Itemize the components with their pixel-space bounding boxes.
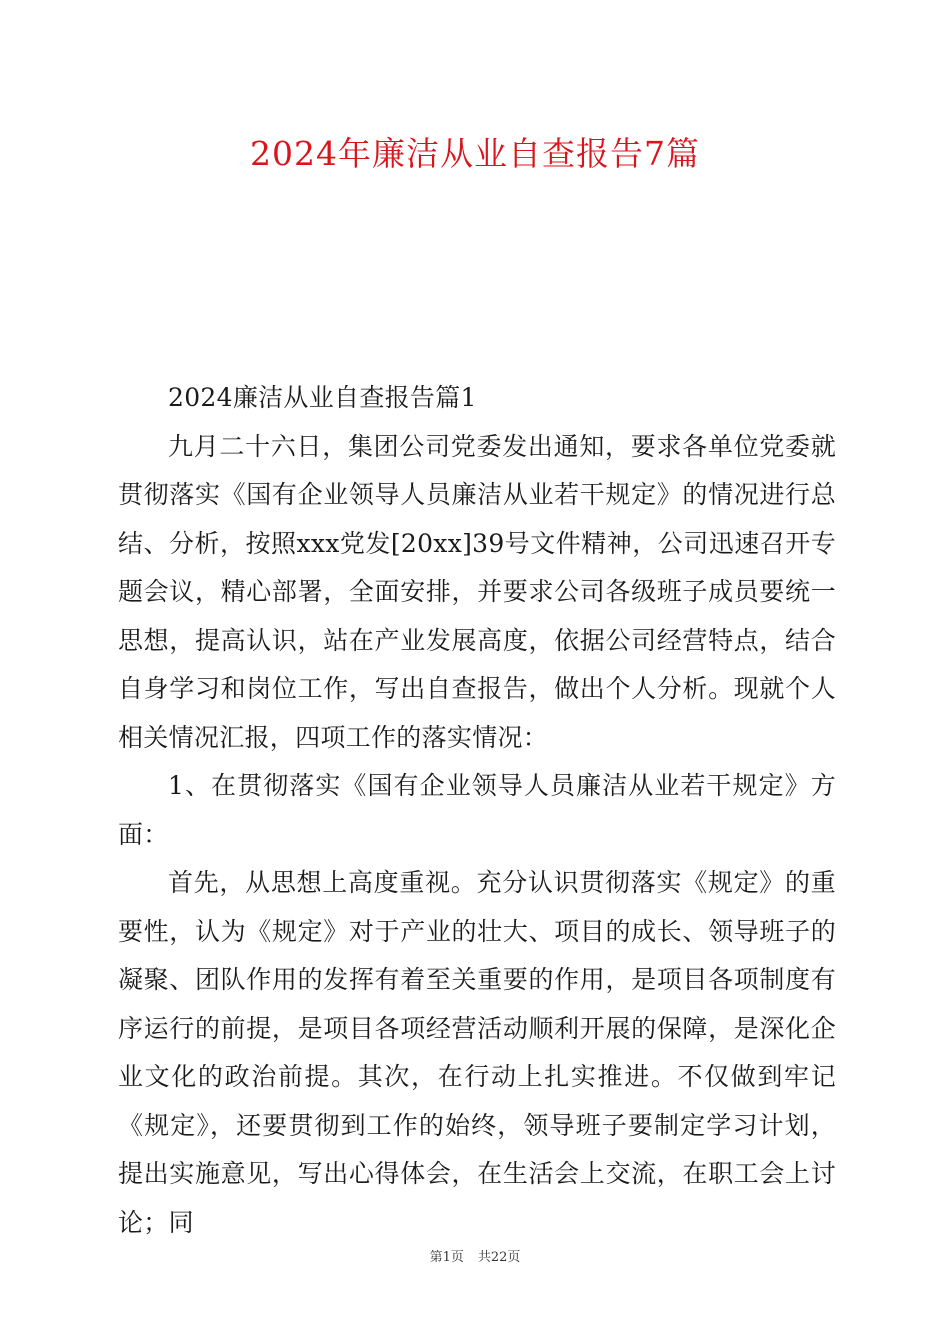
page-number: 第1页 (429, 1250, 464, 1265)
document-title: 2024年廉洁从业自查报告7篇 (250, 134, 700, 173)
body-paragraph: 1、在贯彻落实《国有企业领导人员廉洁从业若干规定》方面： (118, 771, 836, 849)
document-body (118, 374, 836, 1247)
body-paragraph: 九月二十六日，集团公司党委发出通知，要求各单位党委就贯彻落实《国有企业领导人员廉洁从业若干规定》的情况进行总结、分析，按照xxx党发[20xx]39号文件精神，公司迅速召开专题会议，精心部署，全面安排，并要求公司各级班子成员要统一思想，提高认识，站在产业发展高度，依据公司经营特点，结合自身学习和岗位工作，写出自查报告，做出个人分析。现就个人相关情况汇报，四项工作的落实情况： (118, 431, 836, 752)
page-footer (0, 1246, 950, 1265)
section-heading: 2024廉洁从业自查报告篇1 (168, 383, 477, 412)
body-paragraph: 首先，从思想上高度重视。充分认识贯彻落实《规定》的重要性，认为《规定》对于产业的壮大、项目的成长、领导班子的凝聚、团队作用的发挥有着至关重要的作用，是项目各项制度有序运行的前提，是项目各项经营活动顺利开展的保障，是深化企业文化的政治前提。其次，在行动上扎实推进。不仅做到牢记《规定》，还要贯彻到工作的始终，领导班子要制定学习计划，提出实施意见，写出心得体会，在生活会上交流，在职工会上讨论；同 (118, 868, 836, 1237)
page-total: 共22页 (477, 1250, 521, 1265)
